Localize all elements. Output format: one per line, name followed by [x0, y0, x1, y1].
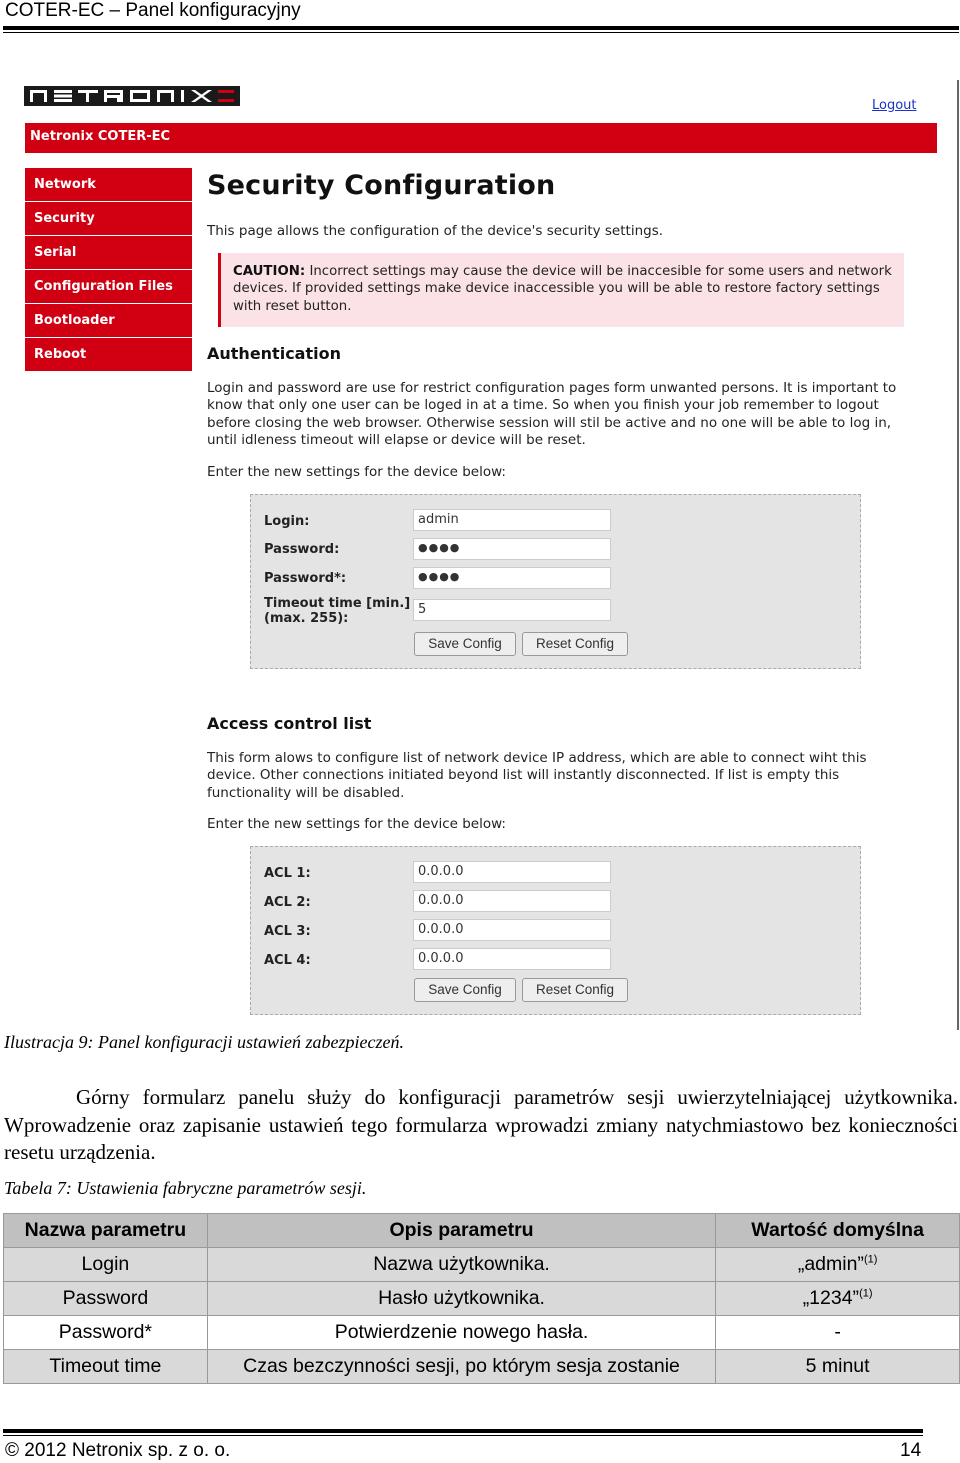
caution-box	[218, 253, 904, 327]
table-row	[4, 1316, 960, 1350]
timeout-input[interactable]: 5	[413, 599, 611, 621]
password-label: Password:	[264, 542, 340, 557]
table-cell-default: 5 minut	[716, 1350, 960, 1384]
footnote-marker: (1)	[863, 1253, 878, 1266]
acl-1-label: ACL 1:	[264, 866, 311, 881]
sidebar-nav	[25, 168, 192, 372]
footnote-marker: (1)	[859, 1287, 873, 1300]
authentication-heading: Authentication	[207, 344, 341, 363]
login-input[interactable]: admin	[413, 509, 611, 531]
timeout-label	[264, 596, 410, 626]
netronix-logo	[24, 86, 240, 106]
authentication-form	[250, 494, 861, 669]
body-paragraph	[4, 1084, 958, 1167]
table-cell-default: -	[716, 1316, 960, 1350]
table-cell-name: Login	[4, 1248, 208, 1282]
sidebar-item-security[interactable]: Security	[25, 202, 192, 236]
document-header: COTER-EC – Panel konfiguracyjny	[5, 0, 301, 21]
page-intro: This page allows the configuration of the device's security settings.	[207, 223, 664, 239]
caution-text: Incorrect settings may cause the device will be inaccesible for some users and network devices. If provided settings make device inaccessible you will be able to restore factory settings with reset button.	[233, 264, 892, 314]
password-confirm-label: Password*:	[264, 571, 347, 586]
table-caption: Tabela 7: Ustawienia fabryczne parametrów sesji.	[4, 1178, 367, 1198]
sidebar-item-network[interactable]: Network	[25, 168, 192, 202]
acl-3-input[interactable]: 0.0.0.0	[413, 919, 611, 941]
sidebar-item-bootloader[interactable]: Bootloader	[25, 304, 192, 338]
acl-reset-config-button[interactable]: Reset Config	[522, 978, 628, 1002]
table-cell-default	[716, 1282, 960, 1316]
acl-save-config-button[interactable]: Save Config	[414, 978, 516, 1002]
table-row	[4, 1248, 960, 1282]
table-header-default: Wartość domyślna	[716, 1214, 960, 1248]
footer-page-number: 14	[900, 1440, 922, 1461]
password-confirm-input[interactable]: ●●●●	[413, 567, 611, 589]
session-defaults-table	[3, 1213, 960, 1384]
acl-heading: Access control list	[207, 714, 372, 733]
acl-3-label: ACL 3:	[264, 924, 311, 939]
table-cell-name: Password*	[4, 1316, 208, 1350]
header-rule	[3, 26, 959, 30]
acl-4-label: ACL 4:	[264, 953, 311, 968]
table-cell-description: Hasło użytkownika.	[207, 1282, 715, 1316]
acl-form	[250, 846, 861, 1015]
page-title: Security Configuration	[207, 170, 556, 201]
timeout-label-line1: Timeout time [min.]	[264, 596, 411, 611]
timeout-label-line2: (max. 255):	[264, 611, 349, 626]
body-paragraph-text: Górny formularz panelu służy do konfiguracji parametrów sesji uwierzytelniającej użytkownika. Wprowadzenie oraz zapisanie ustawień tego formularza wprowadzi zmiany natychmiastowo bez konieczności resetu urządzenia.	[4, 1085, 958, 1164]
table-header-name: Nazwa parametru	[4, 1214, 208, 1248]
app-title: Netronix COTER-EC	[30, 129, 171, 144]
caution-label: CAUTION:	[233, 264, 306, 279]
auth-reset-config-button[interactable]: Reset Config	[522, 632, 628, 656]
table-cell-default	[716, 1248, 960, 1282]
default-value: „admin”	[797, 1253, 864, 1275]
login-label: Login:	[264, 514, 310, 529]
table-cell-name: Timeout time	[4, 1350, 208, 1384]
acl-description: This form alows to configure list of network device IP address, which are able to connect wiht this device. Other connections initiated beyond list will instantly disconnected. If list is empty this functionality will be disabled.	[207, 750, 867, 801]
sidebar-item-reboot[interactable]: Reboot	[25, 338, 192, 372]
authentication-description: Login and password are use for restrict configuration pages form unwanted persons. It is important to know that only one user can be loged in at a time. So when you finish your job remember to logout before closing the web browser. Otherwise session will stil be active and no one will be able to log in, until idleness timeout will elapse or device will be reset.	[207, 380, 897, 448]
footer-copyright: © 2012 Netronix sp. z o. o.	[5, 1440, 231, 1461]
footer-rule	[3, 1429, 923, 1433]
header-rule-thin	[3, 32, 959, 33]
acl-2-input[interactable]: 0.0.0.0	[413, 890, 611, 912]
table-cell-description: Potwierdzenie nowego hasła.	[207, 1316, 715, 1350]
acl-enter-text: Enter the new settings for the device below:	[207, 816, 506, 832]
auth-save-config-button[interactable]: Save Config	[414, 632, 516, 656]
password-input[interactable]: ●●●●	[413, 538, 611, 560]
table-header-description: Opis parametru	[207, 1214, 715, 1248]
table-header-row	[4, 1214, 960, 1248]
table-cell-description: Czas bezczynności sesji, po którym sesja zostanie	[207, 1350, 715, 1384]
acl-4-input[interactable]: 0.0.0.0	[413, 948, 611, 970]
sidebar-item-serial[interactable]: Serial	[25, 236, 192, 270]
figure-caption: Ilustracja 9: Panel konfiguracji ustawień zabezpieczeń.	[4, 1032, 404, 1052]
logout-link[interactable]: Logout	[872, 98, 917, 113]
table-row	[4, 1282, 960, 1316]
footer-rule-thin	[3, 1435, 923, 1436]
default-value: „1234”	[802, 1287, 860, 1309]
table-cell-name: Password	[4, 1282, 208, 1316]
acl-1-input[interactable]: 0.0.0.0	[413, 861, 611, 883]
acl-2-label: ACL 2:	[264, 895, 311, 910]
authentication-enter-text: Enter the new settings for the device below:	[207, 464, 506, 480]
table-cell-description: Nazwa użytkownika.	[207, 1248, 715, 1282]
sidebar-item-configuration-files[interactable]: Configuration Files	[25, 270, 192, 304]
screenshot-border	[957, 80, 959, 1030]
table-row	[4, 1350, 960, 1384]
